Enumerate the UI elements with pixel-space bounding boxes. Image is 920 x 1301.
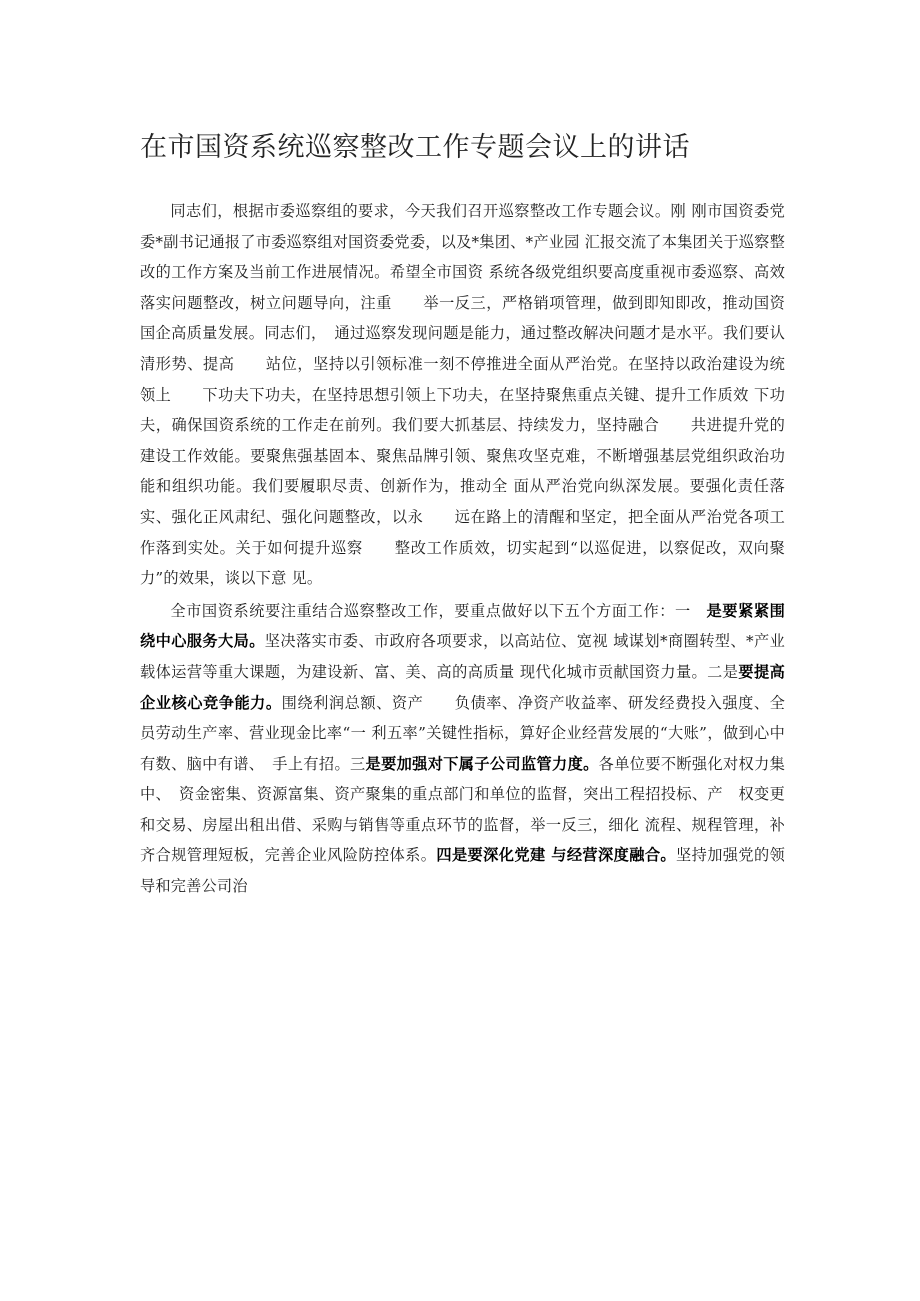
paragraph-2-run-5: 围绕利润总额、资产 负债率、净资产收益率、研发经费投入强度、全员劳动生产率、营业现金比率“一 利五率”关键性指标，算好企业经营发展的“大账”，做到心中有数、脑中有谱、 手上有招。三 [140,693,785,773]
paragraph-1 [140,196,785,594]
paragraph-2-run-9: 坚持加强党的领导和完善公司治 [140,846,785,896]
paragraph-2 [140,596,785,902]
paragraph-2-run-3: 坚决落实市委、市政府各项要求，以高站位、宽视 域谋划*商圈转型、*产业载体运营等重大课题，为建设新、富、美、高的高质量 现代化城市贡献国资力量。二是 [140,632,785,681]
paragraph-2-point-2-heading: 要提高企业核心竞争能力。 [140,662,785,712]
paragraph-2-point-1-heading: 是要紧紧围绕中心服务大局。 [140,601,785,651]
document-body [140,196,785,902]
paragraph-1-text: 同志们，根据市委巡察组的要求，今天我们召开巡察整改工作专题会议。刚 刚市国资委党委*副书记通报了市委巡察组对国资委党委，以及*集团、*产业园 汇报交流了本集团关于巡察整改的工作方案及当前工作进展情况。希望全市国资 系统各级党组织要高度重视市委巡察、高效落实问题整改，树立问题导向，注重 举一反三，严格销项管理，做到即知即改，推动国资国企高质量发展。同志们， 通过巡察发现问题是能力，通过整改解决问题才是水平。我们要认清形势、提高 站位，坚持以引领标准一刻不停推进全面从严治党。在坚持以政治建设为统领上 下功夫下功夫，在坚持思想引领上下功夫，在坚持聚焦重点关键、提升工作质效 下功夫，确保国资系统的工作走在前列。我们要大抓基层、持续发力，坚持融合 共进提升党的建设工作效能。要聚焦强基固本、聚焦品牌引领、聚焦攻坚克难，不断增强基层党组织政治功能和组织功能。我们要履职尽责、创新作为，推动全 面从严治党向纵深发展。要强化责任落实、强化正风肃纪、强化问题整改，以永 远在路上的清醒和坚定，把全面从严治党各项工作落到实处。关于如何提升巡察 整改工作质效，切实起到“以巡促进，以察促改，双向聚力”的效果，谈以下意 见。 [140,202,785,588]
paragraph-2-point-3-heading: 是要加强对下属子公司监管力度。 [365,754,599,773]
document-title: 在市国资系统巡察整改工作专题会议上的讲话 [140,132,690,163]
paragraph-2-run-1: 全市国资系统要注重结合巡察整改工作，要重点做好以下五个方面工作：一 [170,601,707,620]
paragraph-2-run-7: 各单位要不断强化对权力集中、 资金密集、资源富集、资产聚集的重点部门和单位的监督，突出工程招投标、产 权变更和交易、房屋出租出借、采购与销售等重点环节的监督，举一反三，细化 流程、规程管理，补齐合规管理短板，完善企业风险防控体系。 [140,754,785,865]
paragraph-2-point-4-heading: 四是要深化党建 与经营深度融合。 [436,846,677,865]
